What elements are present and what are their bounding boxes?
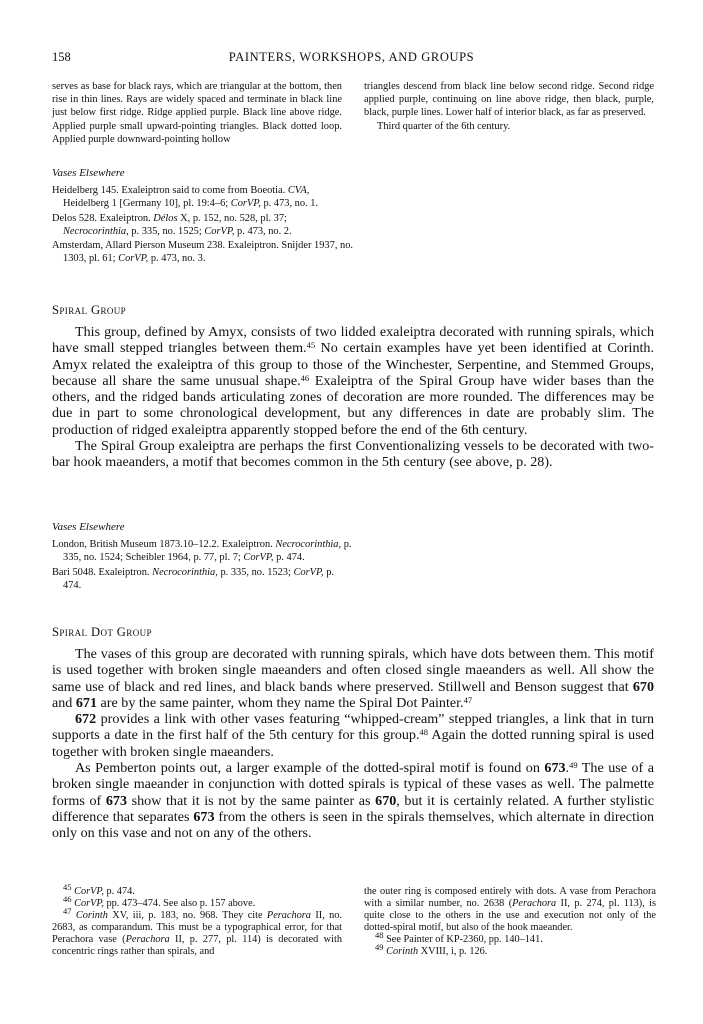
continued-description-left [52, 80, 342, 146]
vase-reference: Heidelberg 145. Exaleiptron said to come from Boeotia. CVA, Heidelberg 1 [Germany 10], pl. 19:4–6; CorVP, p. 473, no. 1. [52, 185, 319, 210]
vase-reference: Delos 528. Exaleiptron. Délos X, p. 152, no. 528, pl. 37; Necrocorinthia, p. 335, no. 1525; CorVP, p. 473, no. 2. [52, 212, 292, 237]
paragraph: This group, defined by Amyx, consists of two lidded exaleiptra decorated with running spirals, which have small stepped triangles between them.$^{45}$ No certain examples have yet been identified at Corinth. Amyx related the exaleiptra of this group to those of the Winchester, Serpentine, and Stemmed Groups, because all share the same unusual shape.$^{46}$ Exaleiptra of the Spiral Group have wider bases than the others, and the ridged bands articulating zones of decoration are more rounded. The differences may be due in part to some chronological development, but any differences in date are probably slim. The production of ridged exaleiptra apparently stopped before the end of the 6th century. [52, 324, 655, 438]
footnote-49: $^{49}$ Corinth XVIII, i, p. 126. [375, 942, 488, 958]
paragraph: The vases of this group are decorated with running spirals, which have dots between them. This motif is used together with broken single maeanders and often closed single maeanders as well. All show the same use of black and red lines, and black bands where preserved. Stillwell and Benson suggest that 670 and 671 are by the same painter, whom they name the Spiral Dot Painter.$^{47}$ [52, 646, 654, 711]
footnote-45: $^{45}$ CorVP, p. 474. [63, 882, 135, 897]
footnote-ref: 48 [419, 727, 428, 738]
footnote-47: $^{47}$ Corinth XV, iii, p. 183, no. 968. They cite Perachora II, no. 2683, as comparandum. This must be a typographical error, for that Perachora vase (Perachora II, p. 277, pl. 114) is decorated with concentric rings rather than spirals, and [52, 906, 342, 958]
footnote-47-continued: the outer ring is composed entirely with dots. A vase from Perachora with a similar number, no. 2638 (Perachora II, p. 274, pl. 113), is quite close to the others in the use and execution not only of the dotted-spiral motif, but also of the hook maeander. [364, 886, 656, 934]
continued-description-right [364, 80, 654, 133]
vases-elsewhere-section-1 [52, 167, 354, 267]
spiral-group-text [52, 324, 654, 471]
page-number: 158 [52, 50, 71, 64]
description-text: serves as base for black rays, which are triangular at the bottom, then rise in thin lines. Rays are widely spaced and terminate in black line just below first ridge. Ridge applied purple. Black line above ridge. Applied purple small upward-pointing triangles. Black dotted loop. Applied purple downward-pointing hollow [52, 81, 342, 145]
footnote-46: $^{46}$ CorVP, pp. 473–474. See also p. 157 above. [63, 894, 256, 910]
vase-reference: Amsterdam, Allard Pierson Museum 238. Exaleiptron. Snijder 1937, no. 1303, pl. 61; CorVP, p. 473, no. 3. [52, 240, 354, 265]
section-heading-spiral-dot-group: Spiral Dot Group [52, 625, 152, 639]
paragraph: As Pemberton points out, a larger example of the dotted-spiral motif is found on 673.49 The use of a broken single maeander in conjunction with dotted spirals is typical of these vases as well. The palmette forms of 673 show that it is not by the same painter as 670, but it is certainly related. A further stylistic difference that separates 673 from the others is seen in the spirals themselves, which alternate in direction only on this vase and not on any of the others. [52, 760, 655, 842]
footnote-ref: 46 [300, 372, 310, 383]
running-head-title: PAINTERS, WORKSHOPS, AND GROUPS [228, 50, 475, 64]
footnote-ref: 45 [306, 340, 316, 351]
vase-reference: Bari 5048. Exaleiptron. Necrocorinthia, p. 335, no. 1523; CorVP, p. 474. [52, 566, 334, 591]
section-heading-spiral-group: Spiral Group [52, 303, 127, 317]
footnote-48: $^{48}$ See Painter of KP-2360, pp. 140–141. [375, 930, 543, 946]
vases-elsewhere-heading: Vases Elsewhere [52, 167, 125, 179]
vases-elsewhere-section-2 [52, 521, 354, 593]
paragraph: The Spiral Group exaleiptra are perhaps the first Conventionalizing vessels to be decorated with two-bar hook maeanders, a motif that becomes common in the 5th century (see above, p. 28). [52, 438, 654, 471]
footnotes-left [52, 882, 342, 959]
description-text: triangles descend from black line below second ridge. Second ridge applied purple, continuing on line above ridge, then black, purple, black, purple lines. Lower half of interior black, as far as preserved. [364, 81, 654, 119]
vases-elsewhere-heading: Vases Elsewhere [52, 521, 125, 533]
footnote-ref: 47 [463, 694, 473, 705]
date-statement: Third quarter of the 6th century. [377, 120, 511, 132]
spiral-dot-group-text [52, 646, 654, 842]
vase-reference: London, British Museum 1873.10–12.2. Exaleiptron. Necrocorinthia, p. 335, no. 1524; Scheibler 1964, p. 77, pl. 7; CorVP, p. 474. [52, 539, 352, 564]
footnotes-right [364, 886, 656, 959]
footnote-ref: 49 [569, 760, 578, 771]
paragraph: 672 provides a link with other vases featuring “whipped-cream” stepped triangles, a link that in turn supports a date in the first half of the 5th century for this group.$^{48}$ Again the dotted running spiral is used together with broken single maeanders. [52, 711, 654, 760]
